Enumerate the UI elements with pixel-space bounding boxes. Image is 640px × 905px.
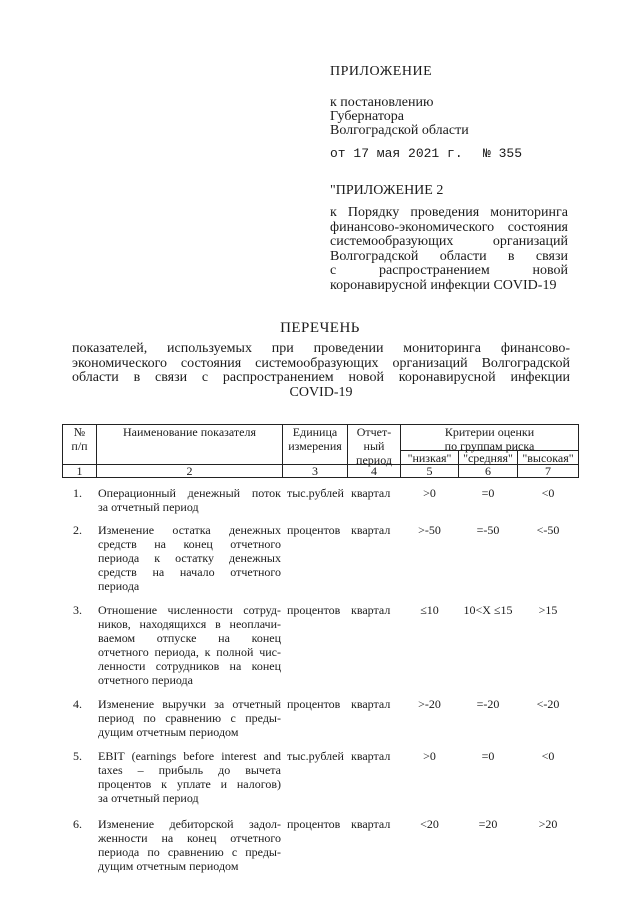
header-name: Наименование показателя	[123, 425, 256, 439]
subtitle-line: COVID-19	[289, 384, 353, 400]
row-name-line: дущим отчетным периодом	[98, 725, 239, 739]
appendix2-line: коронавирусной инфекции COVID-19	[330, 277, 557, 293]
row-high: <-20	[536, 697, 560, 711]
header-period	[348, 425, 400, 467]
row-name-line: Отношение численности сотруд-	[98, 603, 281, 617]
row-num: 1.	[73, 486, 82, 500]
header-unit	[283, 425, 347, 453]
row-name-line: периода	[98, 579, 140, 593]
row-name-line: EBIT (earnings before interest and	[98, 749, 281, 763]
row-period: квартал	[351, 749, 391, 763]
resolution-date: от 17 мая 2021 г.	[330, 146, 463, 161]
header-criteria	[401, 425, 578, 453]
subtitle-line: показателей, используемых при проведении мониторинга финансово-	[72, 341, 570, 356]
row-unit: процентов	[287, 523, 341, 537]
row-name	[98, 697, 281, 739]
governor-line: Губернатора	[330, 109, 405, 124]
col-number: 2	[186, 464, 193, 478]
row-high: <-50	[536, 523, 560, 537]
row-period: квартал	[351, 697, 391, 711]
row-name-line: ленности сотрудников на конец	[98, 659, 281, 673]
row-name-line: за отчетный период	[98, 500, 199, 514]
row-unit: процентов	[287, 697, 341, 711]
row-low: >0	[423, 749, 436, 763]
list-title: ПЕРЕЧЕНЬ	[280, 320, 360, 336]
row-num: 3.	[73, 603, 82, 617]
header-low: "низкая"	[407, 451, 452, 465]
subtitle-line: области в связи с распространением новой коронавирусной инфекции	[72, 370, 570, 385]
row-name-line: Изменение остатка денежных	[98, 523, 281, 537]
appendix2-body	[330, 206, 568, 293]
row-num: 5.	[73, 749, 82, 763]
appendix2-title: "ПРИЛОЖЕНИЕ 2	[330, 183, 444, 198]
row-low: ≤10	[420, 603, 439, 617]
row-num: 6.	[73, 817, 82, 831]
header-unit-line: Единица	[292, 425, 338, 439]
resolution-line: к постановлению	[330, 95, 434, 110]
row-medium: =-50	[476, 523, 500, 537]
row-name-line: женности на конец отчетного	[98, 831, 281, 845]
row-high: >15	[538, 603, 558, 617]
row-num: 4.	[73, 697, 82, 711]
row-unit: тыс.рублей	[287, 486, 344, 500]
row-low: >-50	[418, 523, 441, 537]
col-number: 7	[545, 464, 551, 478]
header-high: "высокая"	[522, 451, 574, 465]
col-number: 6	[485, 464, 491, 478]
row-medium: =-20	[476, 697, 500, 711]
row-name	[98, 817, 281, 873]
row-high: <0	[541, 486, 555, 500]
grid-line	[578, 424, 579, 478]
row-low: <20	[420, 817, 439, 831]
header-num	[63, 425, 96, 453]
appendix2-line: к Порядку проведения мониторинга	[330, 205, 568, 220]
row-num: 2.	[73, 523, 82, 537]
subtitle-line: экономического состояния системообразующих организаций Волгоградской	[72, 355, 570, 371]
header-unit-line: измерения	[288, 439, 342, 453]
header-period-line: период	[356, 453, 392, 467]
row-medium: =20	[478, 817, 498, 831]
row-name-line: период по сравнению с преды-	[98, 711, 281, 725]
row-name-line: отчетного периода, к полной чис-	[98, 645, 281, 659]
list-subtitle	[72, 342, 570, 400]
resolution-number: № 355	[483, 146, 523, 161]
col-number: 4	[371, 464, 377, 478]
row-name	[98, 523, 281, 593]
row-name-line: периода по сравнению с преды-	[98, 845, 281, 859]
header-period-line: ный	[363, 439, 385, 453]
row-name-line: за отчетный период	[98, 791, 199, 805]
row-medium: =0	[481, 486, 495, 500]
row-name-line: ников, находящихся в неоплачи-	[98, 617, 281, 631]
header-criteria-line: по группам риска	[444, 439, 535, 453]
row-high: <0	[541, 749, 555, 763]
row-low: >0	[423, 486, 436, 500]
header-period-line: Отчет-	[356, 425, 392, 439]
row-name-line: Изменение выручки за отчетный	[98, 697, 281, 711]
row-name-line: taxes – прибыль до вычета	[98, 763, 281, 777]
col-number: 5	[426, 464, 433, 478]
appendix2-line: финансово-экономического состояния	[330, 219, 568, 235]
row-high: >20	[538, 817, 558, 831]
row-name-line: процентов к уплате и налогов)	[98, 777, 281, 791]
row-unit: процентов	[287, 603, 341, 617]
appendix2-line: системообразующих организаций	[330, 234, 568, 249]
row-name	[98, 603, 281, 687]
header-num-line: п/п	[71, 439, 88, 453]
row-name-line: периода к остатку денежных	[98, 551, 281, 565]
col-number: 3	[312, 464, 318, 478]
row-name-line: ваемом отпуске на конец	[98, 631, 281, 645]
row-name-line: средств на конец отчетного	[98, 537, 281, 551]
row-name	[98, 749, 281, 805]
row-name-line: Изменение дебиторской задол-	[98, 817, 281, 831]
row-unit: процентов	[287, 817, 341, 831]
row-name-line: отчетного периода	[98, 673, 193, 687]
row-name-line: дущим отчетным периодом	[98, 859, 239, 873]
appendix-label: ПРИЛОЖЕНИЕ	[330, 64, 433, 79]
col-number: 1	[76, 464, 83, 478]
row-period: квартал	[351, 523, 391, 537]
row-name	[98, 486, 281, 514]
row-period: квартал	[351, 603, 391, 617]
appendix2-line: Волгоградской области в связи	[330, 248, 568, 264]
row-low: >-20	[418, 697, 441, 711]
region-line: Волгоградской области	[330, 123, 469, 138]
row-name-line: средств на начало отчетного	[98, 565, 281, 579]
row-name-line: Операционный денежный поток	[98, 486, 281, 500]
row-medium: 10<X ≤15	[463, 603, 513, 617]
appendix2-line: с распространением новой	[330, 263, 568, 278]
row-period: квартал	[351, 486, 391, 500]
row-unit: тыс.рублей	[287, 749, 344, 763]
header-medium: "средняя"	[463, 451, 513, 465]
row-period: квартал	[351, 817, 391, 831]
header-num-line: №	[73, 425, 86, 439]
header-criteria-line: Критерии оценки	[444, 425, 535, 439]
row-medium: =0	[481, 749, 495, 763]
